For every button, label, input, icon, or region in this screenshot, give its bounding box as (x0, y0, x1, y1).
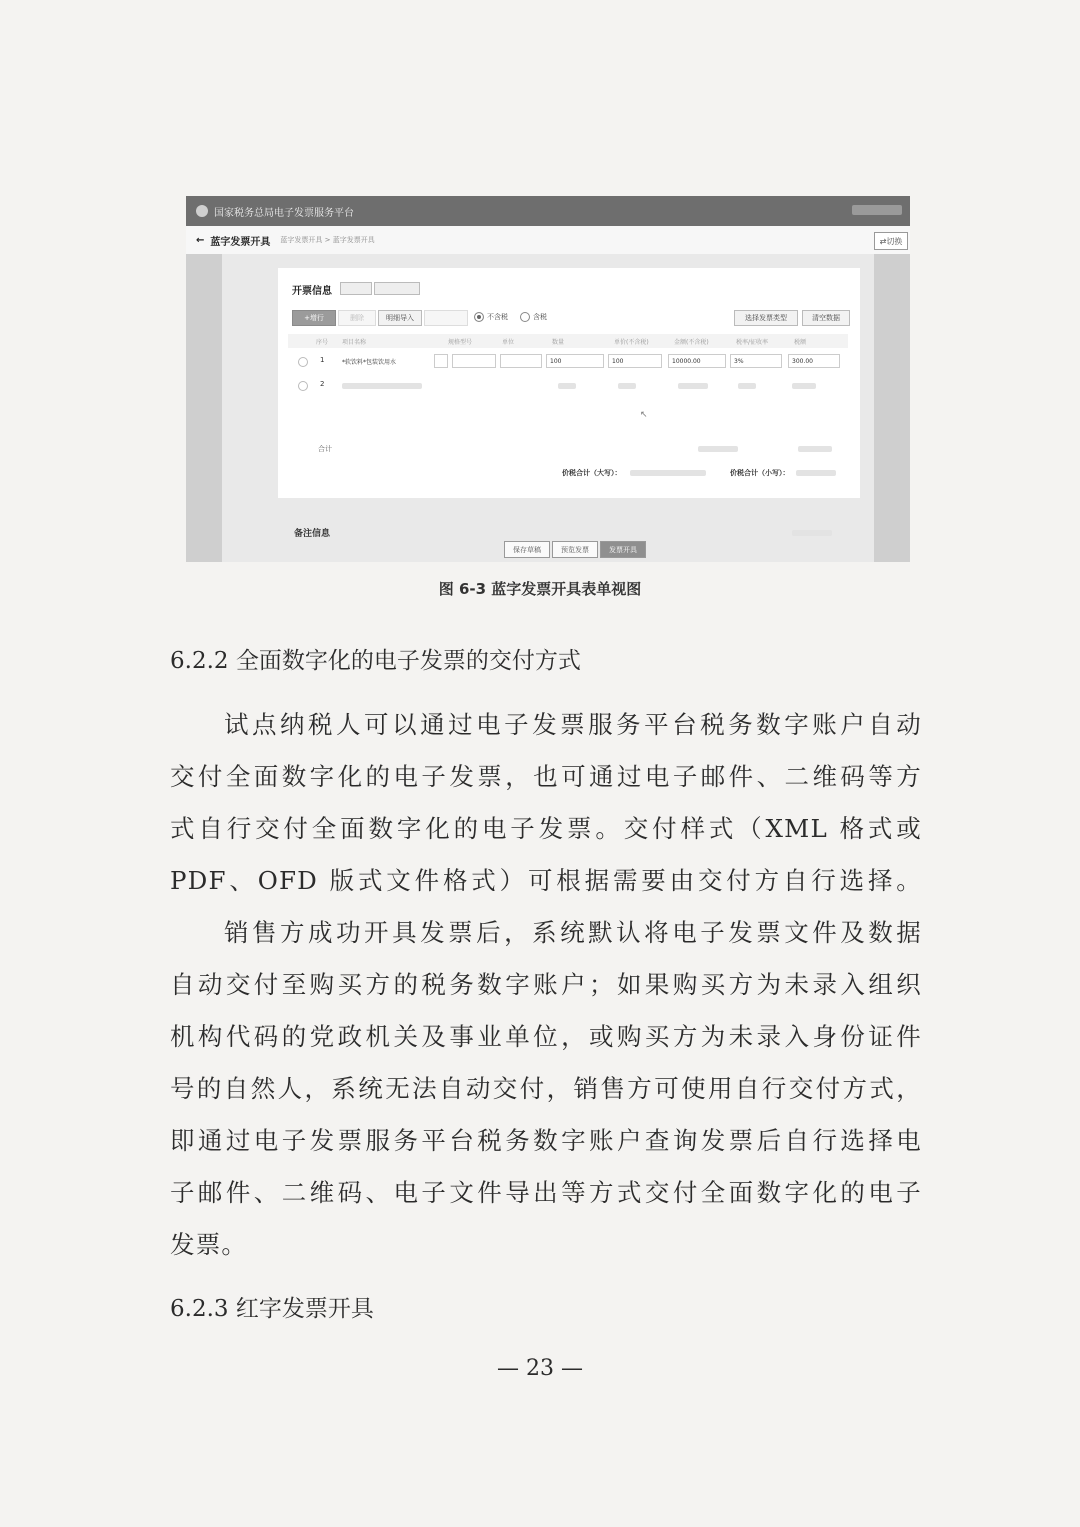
column-header: 规格型号 (448, 339, 473, 346)
paragraph-line: 子邮件、二维码、电子文件导出等方式交付全面数字化的电子 (170, 1178, 922, 1207)
total-label: 合计 (318, 445, 332, 453)
blurred-cell (342, 383, 422, 389)
column-header: 项目名称 (342, 339, 367, 346)
row-checkbox[interactable] (298, 357, 308, 367)
paragraph-line: 即通过电子发票服务平台税务数字账户查询发票后自行选择电 (170, 1126, 922, 1155)
save-draft-button[interactable]: 保存草稿 (504, 541, 550, 558)
cursor-icon: ↖ (640, 410, 648, 420)
table-header (288, 334, 848, 348)
back-arrow-icon[interactable]: ← (196, 234, 205, 246)
spec-input[interactable] (452, 354, 496, 368)
paragraph-line: PDF、OFD 版式文件格式）可根据需要由交付方自行选择。 (170, 866, 922, 895)
paragraph-line: 试点纳税人可以通过电子发票服务平台税务数字账户自动 (224, 710, 922, 739)
tax-excluded-radio[interactable]: 不含税 (474, 312, 508, 322)
remarks-header (278, 526, 860, 542)
platform-header (186, 196, 910, 226)
figure-caption: 图 6-3 蓝字发票开具表单视图 (438, 580, 642, 598)
breadcrumb: 蓝字发票开具 > 蓝字发票开具 (280, 236, 375, 244)
item-picker[interactable] (434, 354, 448, 368)
platform-title: 国家税务总局电子发票服务平台 (214, 207, 354, 219)
figure-screenshot (186, 196, 910, 562)
right-margin-panel (874, 254, 910, 562)
table-row (288, 350, 848, 372)
total-upper-label: 价税合计（大写）： (562, 469, 622, 477)
item-name: *软饮料*包装饮用水 (342, 359, 397, 366)
section-title: 开票信息 (292, 286, 332, 297)
issue-invoice-button[interactable]: 发票开具 (600, 541, 646, 558)
status-badge (374, 282, 420, 295)
row-index: 2 (320, 380, 325, 388)
paragraph-line: 式自行交付全面数字化的电子发票。交付样式（XML 格式或 (170, 814, 922, 843)
unit-price-input[interactable]: 100 (608, 354, 662, 368)
column-header: 单位 (502, 339, 515, 346)
paragraph-line: 交付全面数字化的电子发票，也可通过电子邮件、二维码等方 (170, 762, 922, 791)
page-nav (186, 226, 910, 254)
section-heading-6-2-3: 6.2.3 红字发票开具 (170, 1296, 374, 1322)
row-checkbox[interactable] (298, 381, 308, 391)
switch-button[interactable]: ⇄ 切换 (874, 232, 908, 250)
tax-bureau-logo-icon (196, 205, 208, 217)
invoice-info-card (278, 268, 860, 498)
user-info (852, 205, 902, 215)
quantity-input[interactable]: 100 (546, 354, 604, 368)
section-heading-6-2-2: 6.2.2 全面数字化的电子发票的交付方式 (170, 648, 581, 674)
blurred-cell (738, 383, 756, 389)
paragraph-line: 自动交付至购买方的税务数字账户；如果购买方为未录入组织 (170, 970, 922, 999)
amount-input[interactable]: 10000.00 (668, 354, 726, 368)
blurred-cell (618, 383, 636, 389)
add-row-button[interactable]: +增行 (292, 310, 336, 326)
expand-link[interactable] (792, 530, 832, 536)
table-row (288, 374, 848, 396)
blurred-cell (678, 383, 708, 389)
import-button[interactable]: 明细导入 (378, 310, 422, 326)
toolbar-button[interactable] (424, 310, 468, 326)
blurred-total-lower (796, 470, 836, 476)
page-number: — 23 — (497, 1356, 583, 1381)
blurred-total (698, 446, 738, 452)
row-index: 1 (320, 356, 325, 364)
status-badge (340, 282, 372, 295)
column-header: 数量 (552, 339, 565, 346)
column-header: 金额(不含税) (674, 339, 709, 346)
column-header: 税率/征收率 (736, 339, 769, 346)
column-header: 单价(不含税) (614, 339, 649, 346)
tax-amount-input[interactable]: 300.00 (788, 354, 840, 368)
blurred-total (798, 446, 832, 452)
clear-data-button[interactable]: 清空数据 (802, 310, 850, 326)
total-lower-label: 价税合计（小写）： (730, 469, 790, 477)
left-margin-panel (186, 254, 222, 562)
paragraph-line: 号的自然人，系统无法自动交付，销售方可使用自行交付方式， (170, 1074, 922, 1103)
tax-included-radio[interactable]: 含税 (520, 312, 547, 322)
blurred-total-upper (630, 470, 706, 476)
column-header: 序号 (316, 339, 329, 346)
unit-input[interactable] (500, 354, 542, 368)
blurred-cell (792, 383, 816, 389)
paragraph-line: 销售方成功开具发票后，系统默认将电子发票文件及数据 (224, 918, 922, 947)
paragraph-line: 发票。 (170, 1230, 248, 1259)
page-title: 蓝字发票开具 (210, 236, 271, 248)
delete-button[interactable]: 删除 (338, 310, 376, 326)
preview-invoice-button[interactable]: 预览发票 (552, 541, 598, 558)
column-header: 税额 (794, 339, 807, 346)
paragraph-line: 机构代码的党政机关及事业单位，或购买方为未录入身份证件 (170, 1022, 922, 1051)
blurred-cell (558, 383, 576, 389)
tax-rate-select[interactable]: 3% (730, 354, 782, 368)
select-invoice-type-button[interactable]: 选择发票类型 (734, 310, 798, 326)
remarks-title: 备注信息 (294, 529, 331, 539)
